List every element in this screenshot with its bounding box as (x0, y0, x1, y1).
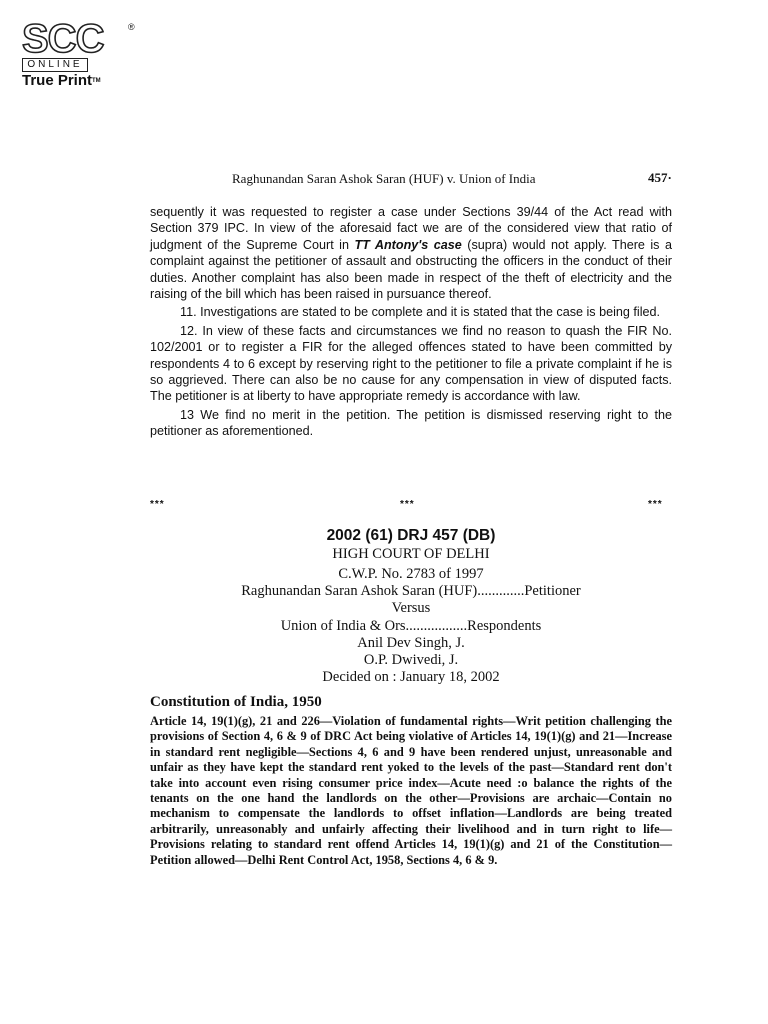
judge-2: O.P. Dwivedi, J. (363, 652, 459, 668)
decided-on: Decided on : January 18, 2002 (322, 669, 500, 685)
versus-line: Versus (391, 600, 431, 616)
paragraph-13: 13 We find no merit in the petition. The petition is dismissed reserving right to the petitioner as aforementioned. (150, 407, 672, 439)
case-number: C.W.P. No. 2783 of 1997 (338, 566, 484, 582)
paragraph-continued-post: (supra) would not apply. There is a complaint against the petitioner of assault and obstructing the officers in the conduct of their duties. Another complaint has also been made in respect of the theft of electricity and the raising of the bill which has been raised in pursuance thereof. (150, 237, 672, 302)
registered-mark: ® (128, 22, 135, 32)
separator-middle: *** (400, 499, 415, 510)
paragraph-11: 11. Investigations are stated to be complete and it is stated that the case is being filed. (180, 305, 661, 320)
judgment-body (150, 204, 672, 440)
case-citation: 2002 (61) DRJ 457 (DB) (326, 527, 496, 544)
case-name-ref: TT Antony's case (354, 237, 462, 252)
headnote-subject: Constitution of India, 1950 (150, 694, 322, 710)
logo-brand: SCC (22, 17, 104, 61)
logo-online-label: ONLINE (22, 58, 88, 72)
respondents-line: Union of India & Ors.................Respondents (280, 618, 542, 634)
paragraph-continued (150, 204, 672, 302)
court-name: HIGH COURT OF DELHI (332, 546, 490, 562)
true-print-label: True Print (22, 72, 93, 89)
page-number: 457· (648, 170, 672, 185)
judge-1: Anil Dev Singh, J. (357, 635, 465, 651)
headnote-text: Article 14, 19(1)(g), 21 and 226—Violation of fundamental rights—Writ petition challenging the provisions of Section 4, 6 & 9 of DRC Act being violative of Articles 14, 19(1)(g) and 21—Increase in standard rent negligible—Sections 4, 6 and 9 have been rendered unjust, unreasonable and unfair as they have kept the standard rent yoked to the levels of the past—Standard rent don't take into account even rising consumer price index—Acute need :o balance the rights of the tenants on the one hand the landlords on the other—Provisions are archaic—Contain no mechanism to compensate the landlords to offset inflation—Landlords are being treated arbitrarily, unreasonably and unfairly affecting their livelihood and in turn right to life—Provisions relating to standard rent offend Articles 14, 19(1)(g) and 21 of the Constitution—Petition allowed—Delhi Rent Control Act, 1958, Sections 4, 6 & 9. (150, 714, 672, 867)
running-header-title: Raghunandan Saran Ashok Saran (HUF) v. Union of India (232, 171, 536, 186)
petitioner-line: Raghunandan Saran Ashok Saran (HUF).............Petitioner (241, 583, 581, 599)
trademark-mark: TM (92, 78, 101, 84)
separator-right: *** (648, 499, 663, 510)
paragraph-12: 12. In view of these facts and circumstances we find no reason to quash the FIR No. 102/2001 or to register a FIR for the alleged offences stated to have been committed by respondents 4 to 6 except by reserving right to the petitioner to file a private complaint if he is so aggrieved. There can also be no cause for any compensation in view of disputed facts. The petitioner is at liberty to have appropriate remedy is accordance with law. (150, 323, 672, 404)
separator-left: *** (150, 499, 165, 510)
paragraph-continued-pre: sequently it was requested to register a case under Sections 39/44 of the Act read with Section 379 IPC. In view of the aforesaid fact we are of the considered view that ratio of judgment of the Supreme Court in (150, 205, 672, 252)
